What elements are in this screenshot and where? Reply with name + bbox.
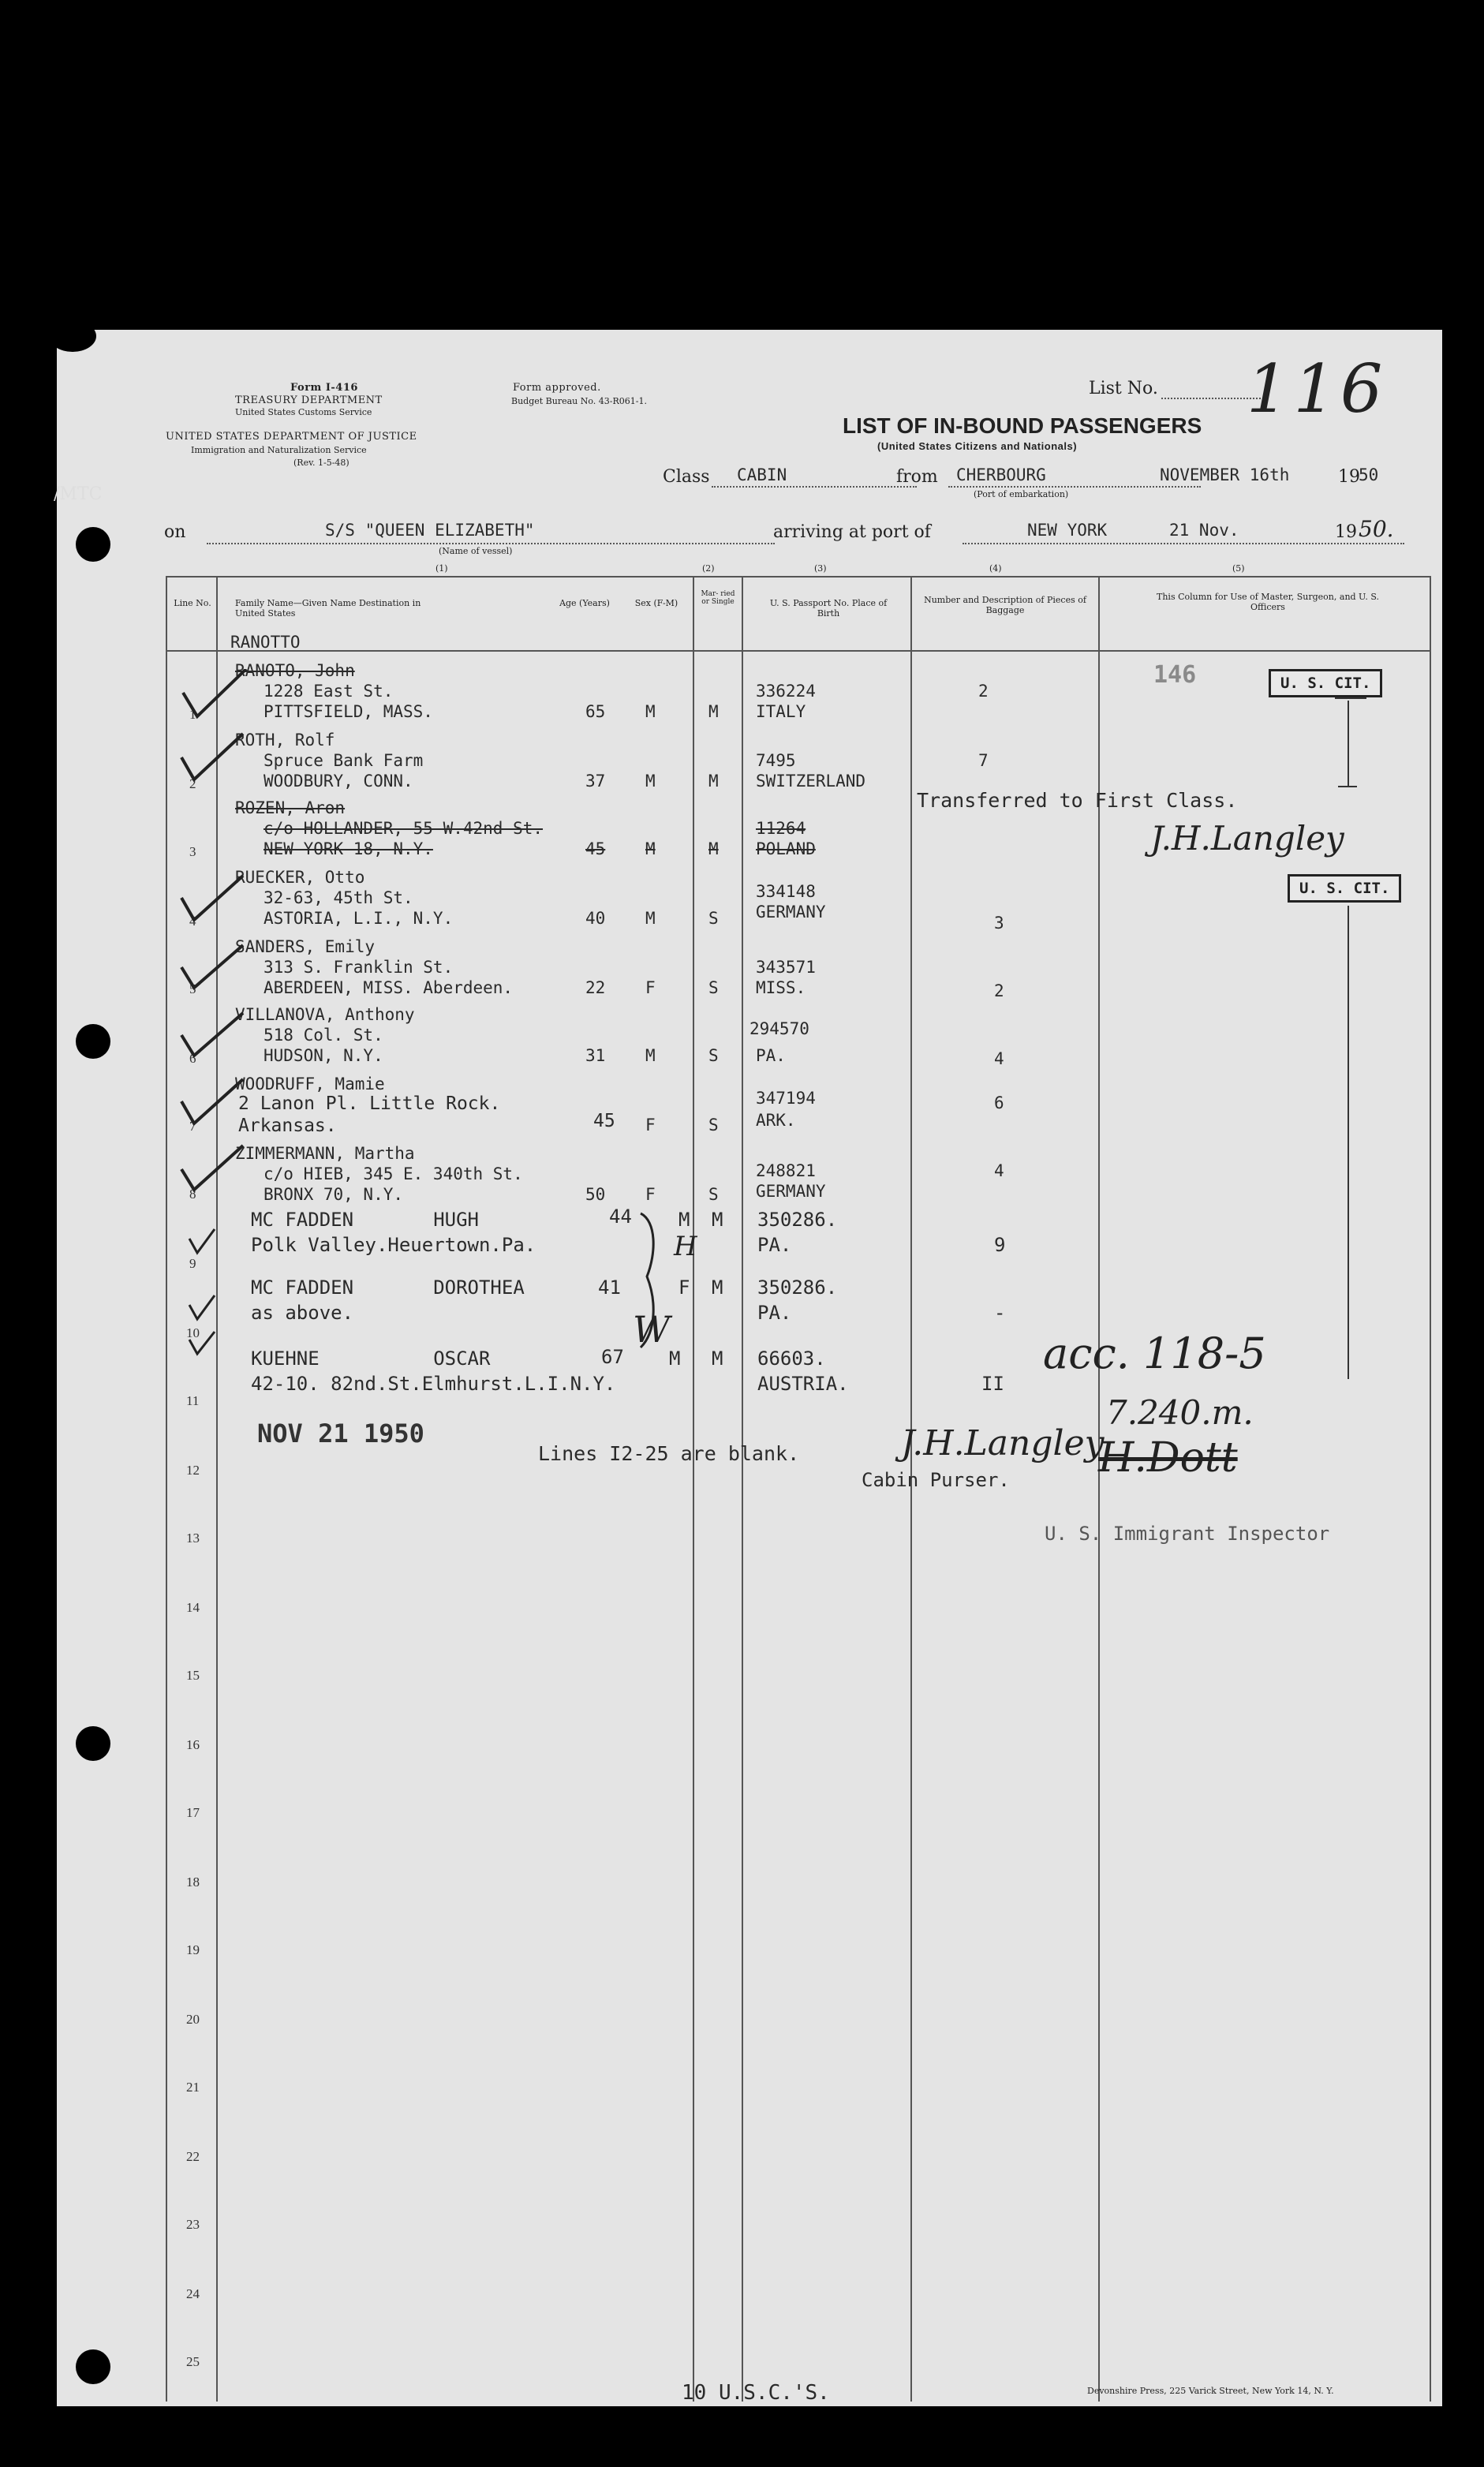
arr-year-prefix: 19 bbox=[1335, 522, 1357, 542]
passport-number: 347194 bbox=[756, 1089, 816, 1108]
birth-place: MISS. bbox=[756, 978, 806, 997]
binder-hole bbox=[76, 1726, 110, 1761]
check-mark bbox=[181, 945, 243, 988]
passport-number: 343571 bbox=[756, 958, 816, 977]
on-label: on bbox=[164, 522, 186, 542]
passenger-marital: M bbox=[708, 702, 719, 721]
birth-place: PA. bbox=[756, 1046, 786, 1065]
form-number: Form I-416 bbox=[290, 382, 358, 394]
purser-signature-2: J.H.Langley bbox=[901, 1423, 1105, 1463]
dep-year-prefix: 19 bbox=[1338, 467, 1360, 487]
passenger-city: HUDSON, N.Y. bbox=[264, 1046, 383, 1065]
check-mark bbox=[181, 876, 243, 920]
passenger-age: 31 bbox=[585, 1046, 606, 1065]
bracket-line bbox=[1348, 906, 1349, 1379]
hand-h: H bbox=[674, 1231, 697, 1262]
passenger-sex: M bbox=[645, 1046, 656, 1065]
us-cit-stamp: U. S. CIT. bbox=[1269, 669, 1382, 697]
header-age: Age (Years) bbox=[559, 598, 610, 608]
vessel-name: S/S "QUEEN ELIZABETH" bbox=[325, 521, 535, 540]
baggage-count: 9 bbox=[994, 1234, 1006, 1256]
line-number: 23 bbox=[186, 2217, 200, 2232]
passenger-city: Arkansas. bbox=[238, 1116, 337, 1136]
time-note: 7.240.m. bbox=[1106, 1393, 1254, 1432]
from-label: from bbox=[896, 467, 938, 487]
check-mark bbox=[189, 1229, 215, 1253]
passenger-list-form bbox=[54, 330, 1442, 2406]
birth-place: AUSTRIA. bbox=[757, 1373, 849, 1395]
list-no-label: List No. bbox=[1089, 379, 1158, 398]
line-number: 12 bbox=[186, 1463, 200, 1478]
passenger-name: RUECKER, Otto bbox=[235, 868, 365, 887]
inspector-signature: H.Dott bbox=[1098, 1434, 1238, 1482]
passport-number: 336224 bbox=[756, 682, 816, 701]
line-number: 11 bbox=[186, 1393, 200, 1408]
passenger-marital: M bbox=[708, 839, 719, 858]
table-top-border bbox=[166, 576, 1431, 578]
check-mark bbox=[189, 1295, 215, 1319]
passenger-city: NEW YORK 18, N.Y. bbox=[264, 839, 433, 858]
transfer-note: Transferred to First Class. bbox=[917, 789, 1238, 812]
birth-place: GERMANY bbox=[756, 1182, 826, 1201]
passenger-address: 42-10. 82nd.St.Elmhurst.L.I.N.Y. bbox=[251, 1373, 616, 1395]
baggage-count: 6 bbox=[994, 1093, 1004, 1112]
form-approved: Form approved. bbox=[513, 382, 601, 394]
line-number: 6 bbox=[189, 1051, 196, 1066]
hand-w: W bbox=[633, 1308, 671, 1351]
passenger-name: SANDERS, Emily bbox=[235, 937, 376, 956]
passenger-marital: S bbox=[708, 1046, 719, 1065]
baggage-count: II bbox=[981, 1373, 1004, 1395]
passport-number: 7495 bbox=[756, 751, 796, 770]
passenger-city: WOODBURY, CONN. bbox=[264, 772, 413, 791]
baggage-count: 4 bbox=[994, 1049, 1004, 1068]
header-sex: Sex (F-M) bbox=[634, 598, 678, 608]
baggage-count: 3 bbox=[994, 914, 1004, 933]
surname-correction: RANOTTO bbox=[230, 633, 301, 652]
list-no-value: 116 bbox=[1247, 350, 1388, 428]
passenger-marital: M bbox=[712, 1276, 723, 1299]
line-number: 1 bbox=[189, 707, 196, 722]
check-marks bbox=[175, 669, 270, 1363]
passenger-age: 67 bbox=[601, 1346, 624, 1368]
from-underline bbox=[948, 486, 1201, 488]
line-number: 2 bbox=[189, 776, 196, 791]
passenger-sex: M bbox=[645, 702, 656, 721]
line-number: 16 bbox=[186, 1737, 200, 1752]
stamp-146: 146 bbox=[1153, 661, 1197, 689]
printer-credit: Devonshire Press, 225 Varick Street, New York 14, N. Y. bbox=[1087, 2386, 1334, 2396]
passenger-name: WOODRUFF, Mamie bbox=[235, 1075, 385, 1093]
doj-heading: UNITED STATES DEPARTMENT OF JUSTICE bbox=[166, 431, 417, 443]
col-divider bbox=[1430, 576, 1431, 2402]
passenger-name: VILLANOVA, Anthony bbox=[235, 1005, 415, 1024]
passenger-name: ROZEN, Aron bbox=[235, 798, 346, 817]
passenger-name: MC FADDEN HUGH bbox=[251, 1209, 479, 1231]
blank-lines-note: Lines I2-25 are blank. bbox=[538, 1442, 800, 1465]
binder-hole bbox=[76, 1024, 110, 1059]
table-bottom-border bbox=[166, 2402, 1431, 2403]
passenger-sex: F bbox=[645, 978, 656, 997]
line-number: 14 bbox=[186, 1600, 200, 1615]
col-num: (5) bbox=[1232, 563, 1245, 574]
passenger-marital: S bbox=[708, 1185, 719, 1204]
line-number: 21 bbox=[186, 2080, 200, 2095]
class-underline bbox=[712, 486, 917, 488]
col-num: (3) bbox=[814, 563, 827, 574]
line-number: 4 bbox=[189, 914, 196, 929]
passport-number: 11264 bbox=[756, 819, 806, 838]
line-number: 19 bbox=[186, 1942, 200, 1957]
birth-place: ARK. bbox=[756, 1111, 796, 1130]
passenger-age: 50 bbox=[585, 1185, 606, 1204]
birth-place: GERMANY bbox=[756, 903, 826, 921]
ins-heading: Immigration and Naturalization Service bbox=[191, 445, 367, 455]
passenger-age: 37 bbox=[585, 772, 606, 791]
passport-number: 248821 bbox=[756, 1161, 816, 1180]
passport-number: 334148 bbox=[756, 882, 816, 901]
header-officers: This Column for Use of Master, Surgeon, and U. S. Officers bbox=[1157, 592, 1379, 612]
birth-place: PA. bbox=[757, 1234, 792, 1256]
passenger-sex: M bbox=[669, 1348, 681, 1370]
top-left-code: /MTC bbox=[54, 484, 103, 504]
class-value: CABIN bbox=[737, 465, 787, 484]
table-header-border bbox=[166, 650, 1431, 652]
passenger-age: 65 bbox=[585, 702, 606, 721]
passenger-city: ABERDEEN, MISS. Aberdeen. bbox=[264, 978, 514, 997]
passenger-address: 518 Col. St. bbox=[264, 1026, 383, 1045]
header-name: Family Name—Given Name Destination in United States bbox=[235, 598, 421, 619]
passenger-age: 45 bbox=[585, 839, 606, 858]
port-underline bbox=[963, 543, 1404, 544]
budget-bureau: Budget Bureau No. 43-R061-1. bbox=[511, 396, 648, 406]
baggage-count: 7 bbox=[978, 751, 989, 770]
passenger-age: 22 bbox=[585, 978, 606, 997]
passenger-marital: M bbox=[712, 1348, 723, 1370]
check-mark bbox=[181, 734, 243, 779]
passport-number: 350286. bbox=[757, 1276, 838, 1299]
baggage-count: 2 bbox=[978, 682, 989, 701]
baggage-count: 2 bbox=[994, 981, 1004, 1000]
passenger-address: Spruce Bank Farm bbox=[264, 751, 424, 770]
passenger-city: ASTORIA, L.I., N.Y. bbox=[264, 909, 454, 928]
port-embark-note: (Port of embarkation) bbox=[974, 489, 1069, 499]
passenger-marital: S bbox=[708, 1116, 719, 1134]
passenger-sex: M bbox=[678, 1209, 690, 1231]
passenger-age: 44 bbox=[609, 1205, 632, 1228]
acc-note: acc. 118-5 bbox=[1043, 1329, 1266, 1378]
passenger-city: BRONX 70, N.Y. bbox=[264, 1185, 404, 1204]
form-subtitle: (United States Citizens and Nationals) bbox=[877, 440, 1078, 452]
treasury-dept: TREASURY DEPARTMENT bbox=[235, 394, 383, 406]
arriving-label: arriving at port of bbox=[773, 522, 931, 542]
passenger-address: as above. bbox=[251, 1302, 354, 1324]
line-number: 9 bbox=[189, 1256, 196, 1271]
col-divider bbox=[1098, 576, 1100, 2402]
binder-hole bbox=[76, 2349, 110, 2384]
line-number: 25 bbox=[186, 2354, 200, 2369]
form-title: LIST OF IN-BOUND PASSENGERS bbox=[843, 413, 1202, 438]
passenger-age: 45 bbox=[593, 1111, 615, 1131]
line-number: 8 bbox=[189, 1187, 196, 1202]
footer-code: 10 U.S.C.'S. bbox=[682, 2381, 830, 2405]
col-num: (4) bbox=[989, 563, 1002, 574]
arrival-date: 21 Nov. bbox=[1169, 521, 1239, 540]
arrival-port: NEW YORK bbox=[1027, 521, 1108, 540]
revision: (Rev. 1-5-48) bbox=[293, 458, 350, 468]
passport-number: 294570 bbox=[749, 1019, 809, 1038]
birth-place: POLAND bbox=[756, 839, 816, 858]
from-value: CHERBOURG bbox=[956, 465, 1046, 484]
check-mark bbox=[183, 669, 246, 716]
arr-year: 50. bbox=[1359, 516, 1394, 542]
line-number: 3 bbox=[189, 844, 196, 859]
passenger-name: KUEHNE OSCAR bbox=[251, 1348, 491, 1370]
purser-signature: J.H.Langley bbox=[1150, 819, 1344, 858]
passenger-sex: M bbox=[645, 839, 656, 858]
date-stamp: NOV 21 1950 bbox=[257, 1419, 424, 1448]
passenger-address: 313 S. Franklin St. bbox=[264, 958, 454, 977]
customs-service: United States Customs Service bbox=[235, 407, 372, 417]
passenger-address: c/o HIEB, 345 E. 340th St. bbox=[264, 1164, 523, 1183]
line-number: 10 bbox=[186, 1325, 200, 1340]
passenger-name: ZIMMERMANN, Martha bbox=[235, 1144, 415, 1163]
passenger-age: 41 bbox=[598, 1276, 621, 1299]
passenger-address: c/o HOLLANDER, 55 W.42nd St. bbox=[264, 819, 544, 838]
vessel-underline bbox=[207, 543, 775, 544]
line-number: 15 bbox=[186, 1668, 200, 1683]
us-cit-stamp: U. S. CIT. bbox=[1288, 874, 1401, 903]
departure-date: NOVEMBER 16th bbox=[1160, 465, 1290, 484]
vessel-note: (Name of vessel) bbox=[439, 546, 513, 556]
line-number: 22 bbox=[186, 2149, 200, 2164]
line-number: 20 bbox=[186, 2012, 200, 2027]
passenger-city: PITTSFIELD, MASS. bbox=[264, 702, 433, 721]
passport-number: 66603. bbox=[757, 1348, 826, 1370]
line-number: 18 bbox=[186, 1875, 200, 1889]
line-number: 7 bbox=[189, 1119, 196, 1134]
passenger-sex: M bbox=[645, 772, 656, 791]
line-number: 17 bbox=[186, 1805, 200, 1820]
line-number: 24 bbox=[186, 2286, 200, 2301]
passenger-address: 32-63, 45th St. bbox=[264, 888, 413, 907]
col-divider bbox=[693, 576, 694, 2402]
cabin-purser-label: Cabin Purser. bbox=[862, 1469, 1010, 1491]
passenger-address: 1228 East St. bbox=[264, 682, 394, 701]
header-line-no: Line No. bbox=[174, 598, 211, 608]
birth-place: SWITZERLAND bbox=[756, 772, 866, 791]
header-baggage: Number and Description of Pieces of Baggage bbox=[924, 595, 1086, 615]
check-mark bbox=[181, 1013, 243, 1056]
col-divider bbox=[742, 576, 743, 2402]
birth-place: PA. bbox=[757, 1302, 792, 1324]
birth-place: ITALY bbox=[756, 702, 806, 721]
baggage-count: 4 bbox=[994, 1161, 1004, 1180]
passport-number: 350286. bbox=[757, 1209, 838, 1231]
line-number: 5 bbox=[189, 981, 196, 996]
bracket-line bbox=[1338, 786, 1357, 787]
passenger-address: 2 Lanon Pl. Little Rock. bbox=[238, 1093, 501, 1114]
check-mark bbox=[189, 1332, 215, 1354]
line-number: 13 bbox=[186, 1531, 200, 1546]
header-married: Mar- ried or Single bbox=[701, 590, 735, 606]
check-mark bbox=[181, 1079, 243, 1123]
col-num: (1) bbox=[435, 563, 448, 574]
class-label: Class bbox=[663, 467, 710, 487]
passenger-age: 40 bbox=[585, 909, 606, 928]
header-passport: U. S. Passport No. Place of Birth bbox=[769, 598, 888, 619]
passenger-marital: S bbox=[708, 909, 719, 928]
binder-hole bbox=[76, 527, 110, 562]
col-divider bbox=[166, 576, 167, 2402]
passenger-sex: M bbox=[645, 909, 656, 928]
passenger-marital: M bbox=[712, 1209, 723, 1231]
passenger-name: MC FADDEN DOROTHEA bbox=[251, 1276, 525, 1299]
col-num: (2) bbox=[702, 563, 715, 574]
check-mark bbox=[181, 1146, 243, 1190]
passenger-marital: S bbox=[708, 978, 719, 997]
passenger-marital: M bbox=[708, 772, 719, 791]
inspector-label: U. S. Immigrant Inspector bbox=[1045, 1523, 1330, 1545]
passenger-sex: F bbox=[645, 1116, 656, 1134]
binder-hole bbox=[49, 320, 96, 352]
passenger-name: RANOTO, John bbox=[235, 661, 355, 680]
bracket-line bbox=[1335, 697, 1366, 699]
passenger-sex: F bbox=[678, 1276, 690, 1299]
dep-year: 50 bbox=[1359, 465, 1379, 484]
bracket-line bbox=[1348, 701, 1349, 787]
passenger-name: ROTH, Rolf bbox=[235, 731, 335, 749]
passenger-address: Polk Valley.Heuertown.Pa. bbox=[251, 1234, 536, 1256]
passenger-sex: F bbox=[645, 1185, 656, 1204]
baggage-count: - bbox=[994, 1302, 1006, 1324]
